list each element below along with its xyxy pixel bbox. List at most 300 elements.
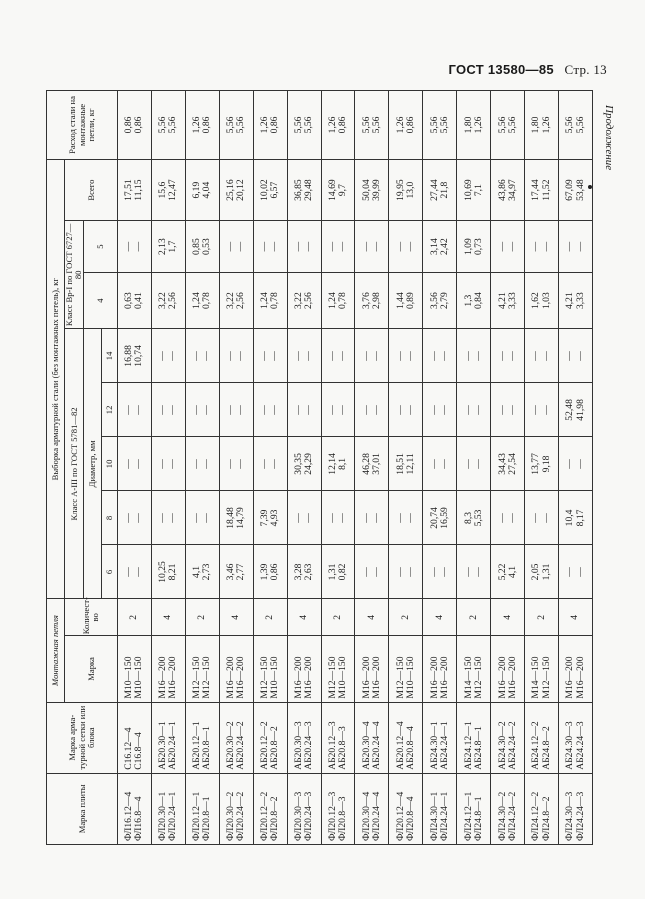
table-cell — [151, 545, 185, 599]
cell-total: 67,09 53,48 — [564, 179, 586, 201]
steel-consumption-table — [46, 90, 593, 845]
table-cell — [253, 491, 287, 545]
table-cell — [219, 91, 253, 160]
table-cell — [559, 599, 593, 636]
cell-d12: — — — [157, 405, 179, 415]
table-cell — [118, 702, 152, 773]
table-cell — [185, 383, 219, 437]
table-cell — [559, 159, 593, 220]
cell-d8: — — — [496, 513, 518, 523]
table-cell — [389, 773, 423, 844]
table-cell — [321, 221, 355, 273]
cell-d4: 4,21 3,33 — [564, 292, 586, 310]
table-cell — [457, 491, 491, 545]
table-cell — [525, 272, 559, 328]
cell-d12: — — — [123, 405, 145, 415]
table-cell — [355, 272, 389, 328]
header-loop-steel: Расход стали на монтажные петли, кг — [47, 91, 118, 160]
table-cell — [287, 272, 321, 328]
continuation-label: Продолжение — [603, 105, 615, 171]
cell-loop-steel: 5,56 5,56 — [225, 116, 247, 134]
table-cell — [151, 702, 185, 773]
table-cell — [559, 545, 593, 599]
table-cell — [525, 636, 559, 702]
cell-qty: 4 — [433, 614, 445, 620]
table-cell — [253, 272, 287, 328]
cell-d12: — — — [530, 405, 552, 415]
table-cell — [457, 599, 491, 636]
table-row — [151, 91, 185, 845]
cell-d12: — — — [293, 405, 315, 415]
table-cell — [287, 545, 321, 599]
table-cell — [389, 383, 423, 437]
table-cell — [423, 599, 457, 636]
table-cell — [253, 91, 287, 160]
table-cell — [423, 636, 457, 702]
table-cell — [457, 91, 491, 160]
table-cell — [525, 599, 559, 636]
table-cell — [287, 329, 321, 383]
cell-total: 36,85 29,48 — [293, 179, 315, 201]
cell-d8: — — — [394, 513, 416, 523]
table-row — [321, 91, 355, 845]
table-cell — [457, 159, 491, 220]
table-cell — [491, 491, 525, 545]
cell-qty: 4 — [569, 614, 581, 620]
cell-plate: ФЛ20.30—3 ФЛ20.24—3 — [293, 791, 315, 841]
cell-loop-steel: 5,56 5,56 — [293, 116, 315, 134]
table-cell — [253, 383, 287, 437]
table-cell — [457, 383, 491, 437]
cell-d4: 1,3 0,84 — [462, 292, 484, 310]
cell-d14: — — — [157, 351, 179, 361]
cell-d8: — — — [293, 513, 315, 523]
table-cell — [423, 491, 457, 545]
cell-loop: М16—200 М16—200 — [360, 656, 382, 699]
cell-mesh: АБ24.30—1 АБ24.24—1 — [428, 721, 450, 770]
cell-d14: — — — [428, 351, 450, 361]
cell-total: 50,04 39,99 — [360, 179, 382, 201]
table-cell — [287, 636, 321, 702]
cell-d10: — — — [428, 459, 450, 469]
cell-loop: М16—200 М16—200 — [428, 656, 450, 699]
table-cell — [491, 702, 525, 773]
table-cell — [355, 773, 389, 844]
cell-d10: 12,14 8,1 — [326, 453, 349, 475]
table-cell — [118, 159, 152, 220]
table-cell — [423, 91, 457, 160]
header-loop-mark: Марка — [65, 636, 118, 702]
cell-d8: 7,39 4,93 — [259, 509, 281, 527]
cell-qty: 4 — [501, 614, 513, 620]
cell-mesh: АБ20.12—3 АБ20.8—3 — [326, 721, 349, 770]
cell-total: 19,95 13,0 — [394, 179, 416, 201]
cell-d14: — — — [326, 351, 349, 361]
cell-total: 10,02 6,57 — [259, 179, 281, 201]
cell-d14: 16,88 10,74 — [123, 345, 145, 367]
table-cell — [118, 91, 152, 160]
cell-d6: 1,31 0,82 — [326, 563, 349, 581]
cell-d6: — — — [394, 567, 416, 577]
table-row — [253, 91, 287, 845]
table-cell — [355, 437, 389, 491]
table-cell — [219, 545, 253, 599]
cell-mesh: С16.12—4 С16.8—4 — [123, 727, 145, 770]
table-cell — [559, 702, 593, 773]
header-class-bp: Класс Вр-I по ГОСТ 6727—80 — [65, 221, 84, 329]
cell-d5: 3,14 2,42 — [428, 238, 450, 256]
cell-d14: — — — [360, 351, 382, 361]
table-cell — [151, 221, 185, 273]
table-cell — [118, 221, 152, 273]
cell-d10: 13,77 9,18 — [530, 453, 552, 475]
cell-d6: — — — [564, 567, 586, 577]
cell-mesh: АБ20.12—4 АБ20.8—4 — [394, 721, 416, 770]
table-cell — [219, 272, 253, 328]
table-cell — [287, 91, 321, 160]
table-cell — [355, 221, 389, 273]
header-d5: 5 — [84, 221, 118, 273]
cell-d12: — — — [462, 405, 484, 415]
header-d4: 4 — [84, 272, 118, 328]
table-row — [118, 91, 152, 845]
cell-d14: — — — [564, 351, 586, 361]
table-cell — [185, 221, 219, 273]
table-cell — [457, 437, 491, 491]
cell-d4: 3,56 2,79 — [428, 292, 450, 310]
table-cell — [355, 491, 389, 545]
cell-loop: М12—150 М10—150 — [259, 656, 281, 699]
table-cell — [287, 773, 321, 844]
cell-d10: — — — [191, 459, 213, 469]
table-cell — [118, 599, 152, 636]
header-diameter: Диаметр, мм — [84, 329, 102, 599]
cell-d6: — — — [360, 567, 382, 577]
cell-d4: 4,21 3,33 — [496, 292, 518, 310]
cell-d8: 8,3 5,53 — [462, 509, 484, 527]
cell-loop-steel: 5,56 5,56 — [157, 116, 179, 134]
cell-qty: 2 — [264, 614, 276, 620]
cell-d8: — — — [191, 513, 213, 523]
cell-d12: — — — [326, 405, 349, 415]
cell-qty: 2 — [535, 614, 547, 620]
table-row — [355, 91, 389, 845]
cell-loop: М16—200 М16—200 — [496, 656, 518, 699]
header-mesh-mark: Марка арма-турной сетки или блока — [47, 702, 118, 773]
table-cell — [219, 491, 253, 545]
cell-loop: М16—200 М16—200 — [225, 656, 247, 699]
cell-d14: — — — [530, 351, 552, 361]
cell-d6: 4,1 2,73 — [191, 563, 213, 581]
cell-d5: — — — [394, 241, 416, 252]
table-cell — [457, 329, 491, 383]
cell-loop: М12—150 М10—150 — [326, 656, 349, 699]
table-cell — [389, 272, 423, 328]
table-cell — [219, 636, 253, 702]
cell-loop-steel: 1,26 0,86 — [326, 116, 349, 134]
page-header — [448, 62, 607, 78]
page-number: Стр. 13 — [564, 62, 607, 77]
cell-plate: ФЛ20.30—4 ФЛ20.24—4 — [360, 791, 382, 841]
cell-d12: 52,48 41,98 — [564, 399, 586, 421]
table-cell — [525, 702, 559, 773]
table-cell — [287, 491, 321, 545]
cell-d8: — — — [123, 513, 145, 523]
table-cell — [525, 383, 559, 437]
table-cell — [491, 272, 525, 328]
cell-mesh: АБ20.30—4 АБ20.24—4 — [360, 721, 382, 770]
cell-d12: — — — [191, 405, 213, 415]
cell-d4: 1,44 0,89 — [394, 292, 416, 310]
table-cell — [355, 545, 389, 599]
table-row — [185, 91, 219, 845]
table-cell — [253, 545, 287, 599]
table-cell — [423, 221, 457, 273]
header-d12: 12 — [102, 383, 118, 437]
cell-d6: — — — [462, 567, 484, 577]
table-cell — [151, 159, 185, 220]
table-cell — [219, 329, 253, 383]
cell-d4: 3,22 2,56 — [157, 292, 179, 310]
cell-plate: ФЛ20.30—2 ФЛ20.24—2 — [225, 791, 247, 841]
cell-qty: 2 — [196, 614, 208, 620]
cell-d10: — — — [123, 459, 145, 469]
cell-d10: 34,43 27,54 — [496, 453, 518, 475]
cell-loop-steel: 5,56 5,56 — [564, 116, 586, 134]
cell-d6: 1,39 0,86 — [259, 563, 281, 581]
cell-d10: — — — [462, 459, 484, 469]
header-class-a3: Класс А-III по ГОСТ 5781—82 — [65, 329, 84, 599]
table-cell — [525, 159, 559, 220]
table-cell — [491, 636, 525, 702]
cell-plate: ФЛ24.30—1 ФЛ24.24—1 — [428, 791, 450, 841]
cell-plate: ФЛ24.12—1 ФЛ24.8—1 — [462, 791, 484, 841]
cell-total: 17,44 11,52 — [530, 179, 552, 201]
table-cell — [491, 383, 525, 437]
cell-d5: — — — [225, 241, 247, 252]
table-cell — [151, 599, 185, 636]
table-cell — [151, 383, 185, 437]
cell-qty: 4 — [365, 614, 377, 620]
cell-loop-steel: 1,80 1,26 — [462, 116, 484, 134]
table-cell — [457, 272, 491, 328]
table-cell — [151, 91, 185, 160]
cell-mesh: АБ20.12—2 АБ20.8—2 — [259, 721, 281, 770]
table-cell — [491, 91, 525, 160]
cell-d5: — — — [530, 241, 552, 252]
table-cell — [287, 159, 321, 220]
table-cell — [321, 491, 355, 545]
table-cell — [287, 437, 321, 491]
table-cell — [423, 383, 457, 437]
cell-d12: — — — [496, 405, 518, 415]
cell-d5: — — — [564, 241, 586, 252]
table-cell — [118, 329, 152, 383]
table-cell — [457, 773, 491, 844]
cell-mesh: АБ20.30—2 АБ20.24—2 — [225, 721, 247, 770]
table-cell — [559, 91, 593, 160]
table-cell — [423, 437, 457, 491]
cell-qty: 4 — [230, 614, 242, 620]
cell-loop-steel: 1,80 1,26 — [530, 116, 552, 134]
cell-d10: 30,35 24,29 — [293, 453, 315, 475]
table-cell — [287, 383, 321, 437]
table-cell — [491, 221, 525, 273]
table-row — [525, 91, 559, 845]
cell-d5: — — — [496, 241, 518, 252]
table-cell — [423, 272, 457, 328]
header-d6: 6 — [102, 545, 118, 599]
table-cell — [118, 272, 152, 328]
cell-qty: 2 — [128, 614, 140, 620]
cell-d14: — — — [496, 351, 518, 361]
table-cell — [525, 329, 559, 383]
table-cell — [559, 221, 593, 273]
table-cell — [355, 599, 389, 636]
table-cell — [389, 491, 423, 545]
cell-d6: 5,22 4,1 — [496, 563, 518, 581]
table-cell — [321, 545, 355, 599]
table-cell — [559, 329, 593, 383]
cell-d6: 3,46 2,77 — [225, 563, 247, 581]
table-cell — [389, 91, 423, 160]
cell-d8: — — — [326, 513, 349, 523]
cell-loop: М16—200 М16—200 — [564, 656, 586, 699]
table-cell — [559, 383, 593, 437]
cell-mesh: АБ24.12—1 АБ24.8—1 — [462, 721, 484, 770]
table-cell — [457, 545, 491, 599]
table-cell — [151, 773, 185, 844]
table-cell — [389, 702, 423, 773]
cell-d8: — — — [157, 513, 179, 523]
cell-d6: 3,28 2,63 — [293, 563, 315, 581]
table-row — [491, 91, 525, 845]
cell-total: 14,69 9,7 — [326, 179, 349, 201]
cell-mesh: АБ20.30—3 АБ20.24—3 — [293, 721, 315, 770]
cell-d4: 3,22 2,56 — [225, 292, 247, 310]
table-cell — [253, 773, 287, 844]
cell-d10: 46,28 37,01 — [360, 453, 382, 475]
table-cell — [185, 491, 219, 545]
cell-loop: М16—200 М16—200 — [293, 656, 315, 699]
table-cell — [118, 636, 152, 702]
table-row — [457, 91, 491, 845]
header-d10: 10 — [102, 437, 118, 491]
table-cell — [253, 437, 287, 491]
table-row — [389, 91, 423, 845]
cell-d4: 0,63 0,41 — [123, 292, 145, 310]
table-cell — [185, 702, 219, 773]
table-cell — [389, 221, 423, 273]
table-cell — [355, 91, 389, 160]
cell-qty: 4 — [298, 614, 310, 620]
table-cell — [185, 599, 219, 636]
cell-plate: ФЛ24.12—2 ФЛ24.8—2 — [530, 791, 552, 841]
table-cell — [321, 159, 355, 220]
cell-loop-steel: 1,26 0,86 — [259, 116, 281, 134]
table-cell — [389, 636, 423, 702]
table-cell — [151, 329, 185, 383]
cell-d14: — — — [293, 351, 315, 361]
table-cell — [321, 272, 355, 328]
table-cell — [457, 636, 491, 702]
table-cell — [151, 491, 185, 545]
cell-plate: ФЛ24.30—3 ФЛ24.24—3 — [564, 791, 586, 841]
header-plate-mark: Марка плиты — [47, 773, 118, 844]
table-cell — [185, 545, 219, 599]
cell-plate: ФЛ20.30—1 ФЛ20.24—1 — [157, 791, 179, 841]
cell-qty: 2 — [467, 614, 479, 620]
cell-total: 27,44 21,8 — [428, 179, 450, 201]
cell-d4: 1,24 0,78 — [191, 292, 213, 310]
cell-d6: — — — [123, 567, 145, 577]
cell-total: 25,16 20,12 — [225, 179, 247, 201]
cell-total: 17,51 11,15 — [123, 179, 145, 201]
table-cell — [355, 702, 389, 773]
cell-total: 43,86 34,97 — [496, 179, 518, 201]
cell-d5: 1,09 0,73 — [462, 238, 484, 256]
table-cell — [525, 491, 559, 545]
table-cell — [321, 329, 355, 383]
table-cell — [491, 329, 525, 383]
cell-plate: ФЛ20.12—2 ФЛ20.8—2 — [259, 791, 281, 841]
table-cell — [525, 91, 559, 160]
cell-total: 10,69 7,1 — [462, 179, 484, 201]
table-cell — [389, 599, 423, 636]
table-cell — [355, 329, 389, 383]
table-cell — [253, 702, 287, 773]
table-row — [559, 91, 593, 845]
cell-d12: — — — [428, 405, 450, 415]
table-cell — [287, 221, 321, 273]
cell-d8: 18,48 14,79 — [225, 507, 247, 529]
table-cell — [491, 773, 525, 844]
header-loop-qty: Количест-во — [65, 599, 118, 636]
cell-loop-steel: 5,56 5,56 — [428, 116, 450, 134]
cell-d14: — — — [462, 351, 484, 361]
table-cell — [559, 437, 593, 491]
cell-plate: ФЛ20.12—1 ФЛ20.8—1 — [191, 791, 213, 841]
table-cell — [118, 773, 152, 844]
cell-loop-steel: 5,56 5,56 — [360, 116, 382, 134]
cell-d4: 3,76 2,98 — [360, 292, 382, 310]
table-cell — [118, 545, 152, 599]
header-d14: 14 — [102, 329, 118, 383]
cell-d5: — — — [360, 241, 382, 252]
cell-d5: — — — [123, 241, 145, 252]
table-cell — [219, 702, 253, 773]
cell-d14: — — — [259, 351, 281, 361]
table-cell — [389, 159, 423, 220]
table-cell — [287, 702, 321, 773]
cell-loop-steel: 0,86 0,86 — [123, 116, 145, 134]
cell-d6: 10,25 8,21 — [157, 561, 179, 583]
table-cell — [423, 329, 457, 383]
table-cell — [185, 437, 219, 491]
cell-d14: — — — [394, 351, 416, 361]
table-cell — [287, 599, 321, 636]
cell-d14: — — — [225, 351, 247, 361]
table-cell — [389, 545, 423, 599]
header-steel-group: Выборка арматурной стали (без монтажных петель), кг — [47, 159, 65, 599]
table-cell — [151, 636, 185, 702]
table-cell — [185, 272, 219, 328]
cell-qty: 2 — [399, 614, 411, 620]
table-cell — [355, 159, 389, 220]
table-cell — [525, 221, 559, 273]
table-cell — [525, 773, 559, 844]
table-cell — [423, 702, 457, 773]
